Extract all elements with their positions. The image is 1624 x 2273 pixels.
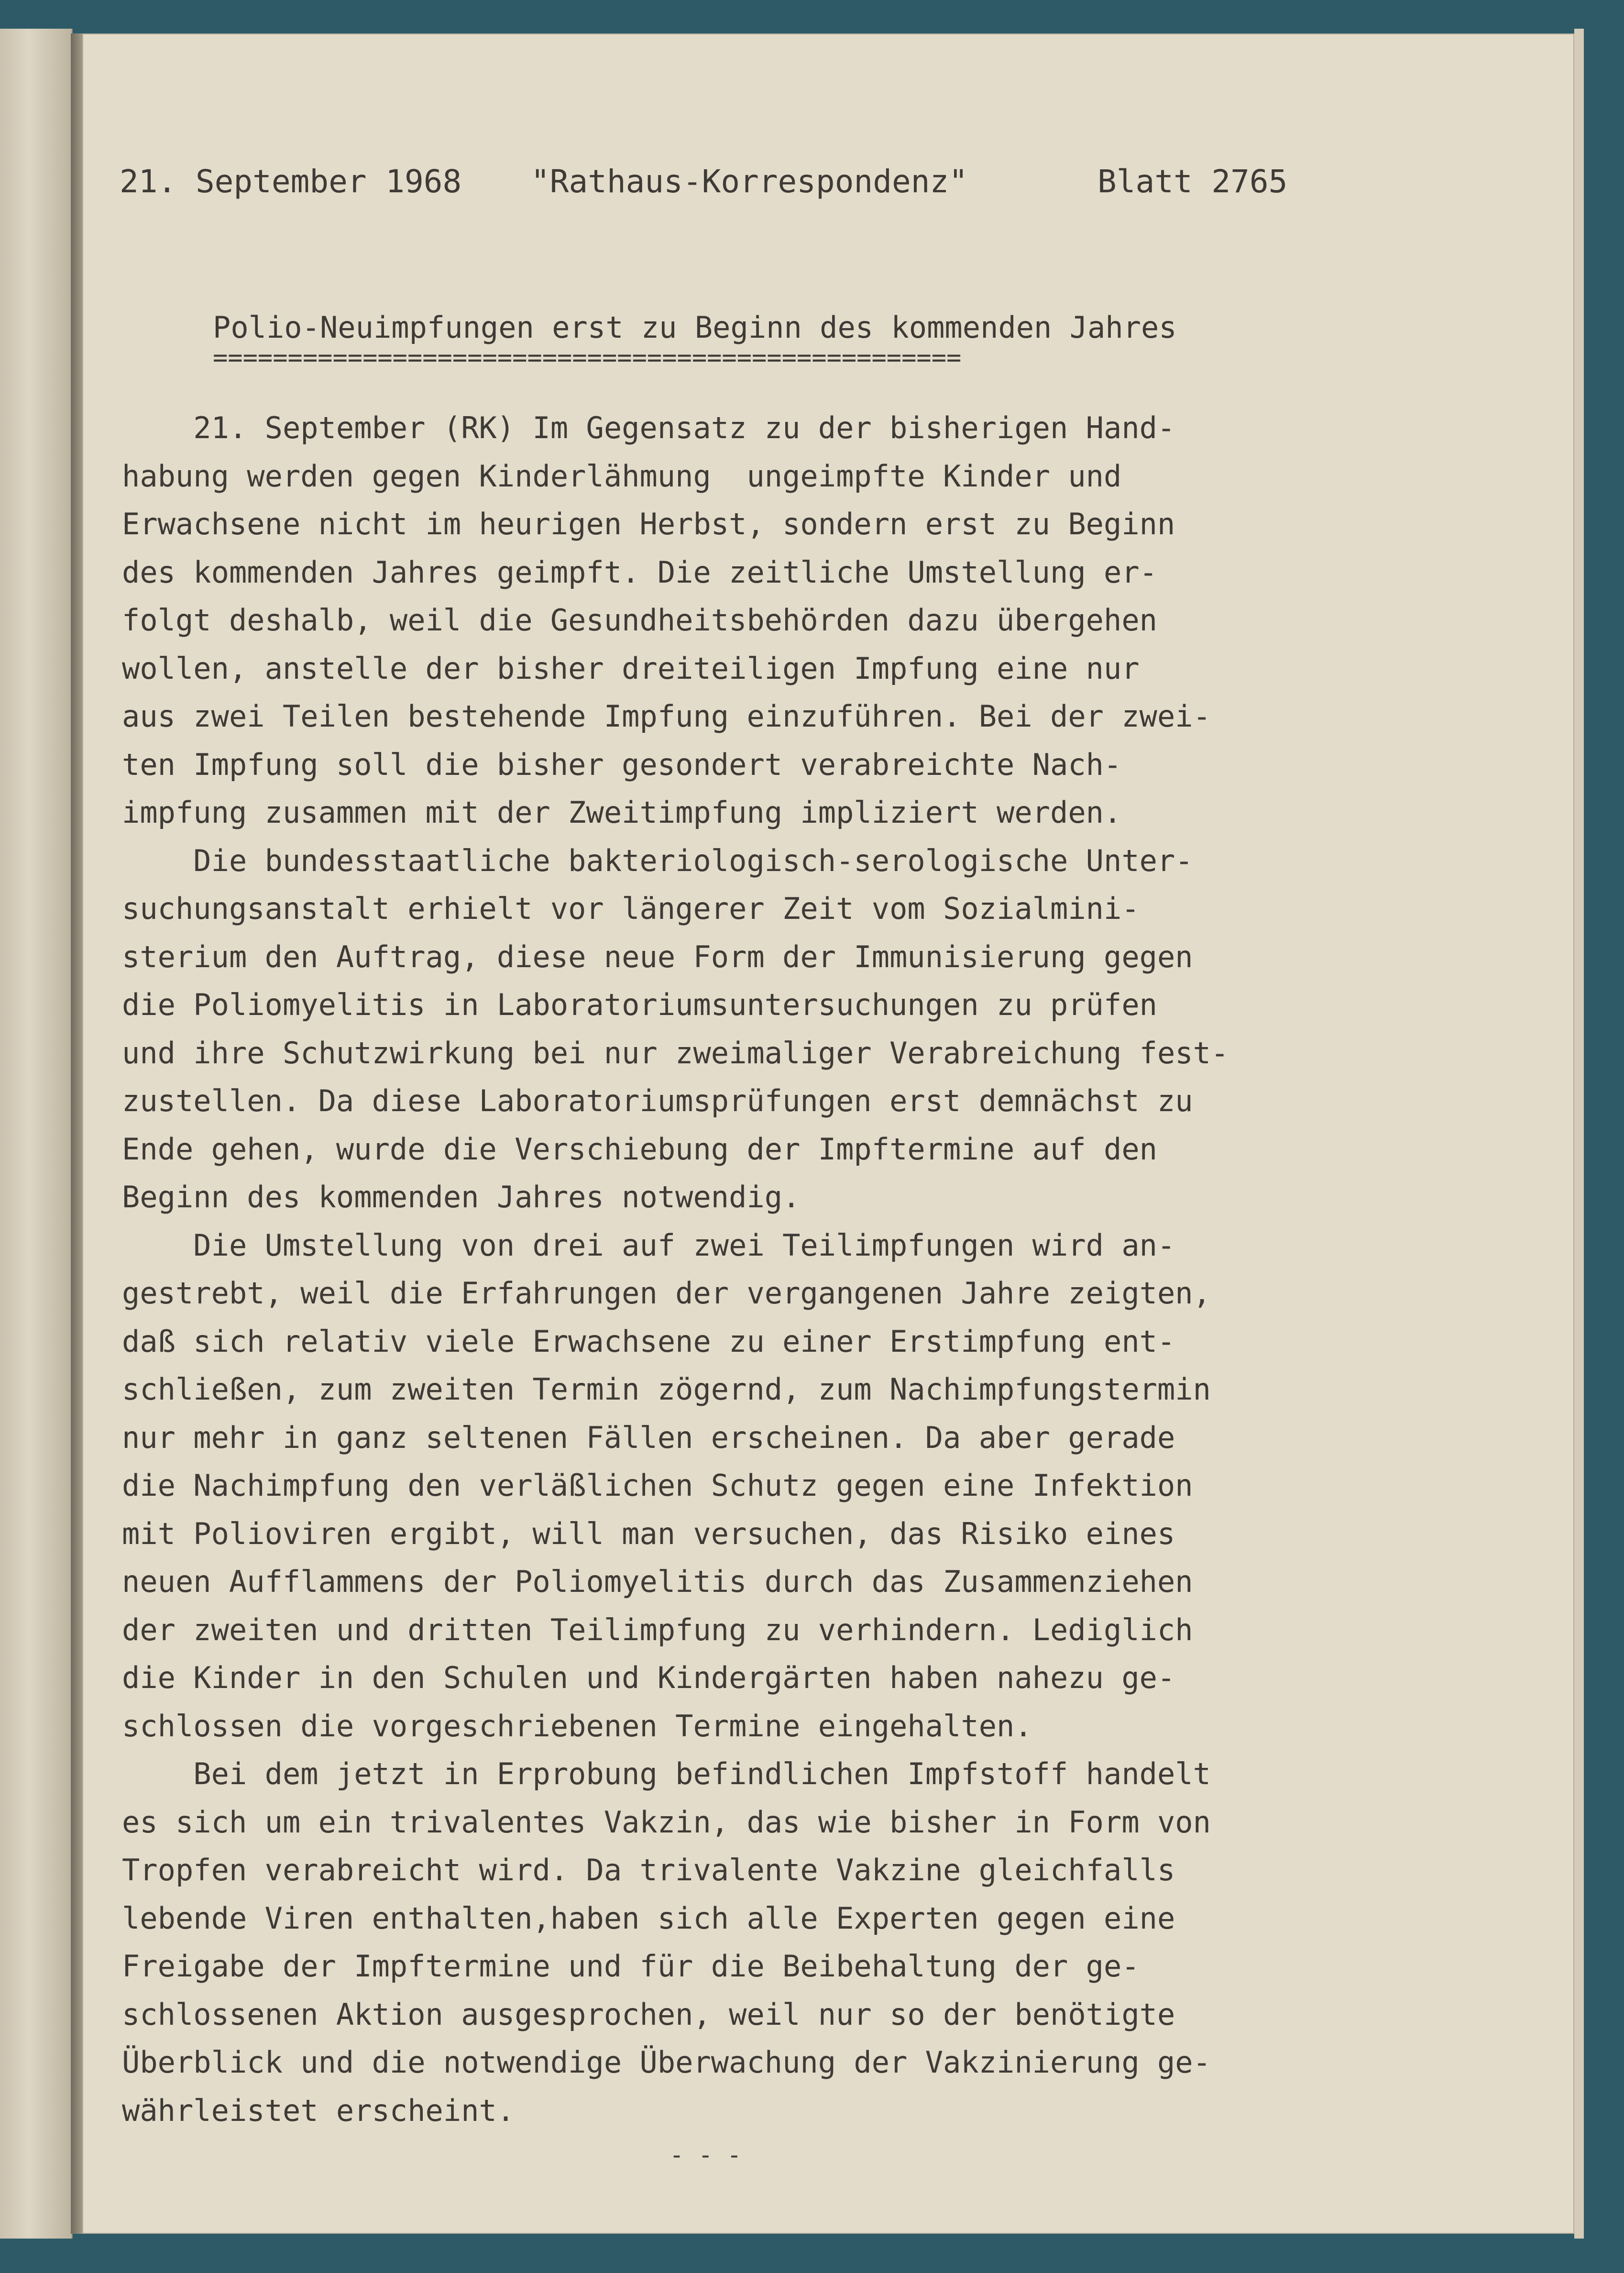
header-page-number: Blatt 2765 <box>1097 163 1288 200</box>
body-line: Tropfen verabreicht wird. Da trivalente Vakzine gleichfalls <box>122 1853 1175 1887</box>
body-line: Beginn des kommenden Jahres notwendig. <box>122 1180 801 1214</box>
body-line: währleistet erscheint. <box>122 2093 515 2128</box>
body-line: die Kinder in den Schulen und Kindergärten haben nahezu ge- <box>122 1660 1175 1695</box>
body-line: der zweiten und dritten Teilimpfung zu verhindern. Lediglich <box>122 1612 1193 1647</box>
body-line: schlossen die vorgeschriebenen Termine eingehalten. <box>122 1708 1032 1743</box>
body-line: Bei dem jetzt in Erprobung befindlichen Impfstoff handelt <box>122 1756 1211 1791</box>
body-line: schließen, zum zweiten Termin zögernd, zum Nachimpfungstermin <box>122 1372 1211 1407</box>
body-line: habung werden gegen Kinderlähmung ungeimpfte Kinder und <box>122 458 1122 494</box>
body-line: neuen Aufflammens der Poliomyelitis durch das Zusammenziehen <box>122 1564 1193 1599</box>
body-line: und ihre Schutzwirkung bei nur zweimaliger Verabreichung fest- <box>122 1035 1229 1070</box>
body-line: aus zwei Teilen bestehende Impfung einzuführen. Bei der zwei- <box>122 699 1211 734</box>
header-publication: "Rathaus-Korrespondenz" <box>531 163 968 200</box>
body-line: gestrebt, weil die Erfahrungen der vergangenen Jahre zeigten, <box>122 1276 1211 1311</box>
body-line: die Poliomyelitis in Laboratoriumsuntersuchungen zu prüfen <box>122 987 1157 1022</box>
previous-page-edge <box>0 29 73 2239</box>
page-right-edge <box>1574 29 1584 2239</box>
body-line: Erwachsene nicht im heurigen Herbst, sondern erst zu Beginn <box>122 507 1175 541</box>
header-date: 21. September 1968 <box>120 163 462 200</box>
article-body <box>122 404 1365 2135</box>
body-line: folgt deshalb, weil die Gesundheitsbehörden dazu übergehen <box>122 603 1157 638</box>
body-line: lebende Viren enthalten,haben sich alle Experten gegen eine <box>122 1900 1175 1936</box>
body-line: Freigabe der Impftermine und für die Beibehaltung der ge- <box>122 1949 1140 1984</box>
body-line: suchungsanstalt erhielt vor längerer Zeit vom Sozialmini- <box>122 891 1140 926</box>
body-line: Überblick und die notwendige Überwachung der Vakzinierung ge- <box>122 2045 1211 2080</box>
body-line: 21. September (RK) Im Gegensatz zu der bisherigen Hand- <box>122 410 1175 445</box>
body-line: es sich um ein trivalentes Vakzin, das wie bisher in Form von <box>122 1804 1211 1840</box>
body-line: wollen, anstelle der bisher dreiteiligen Impfung eine nur <box>122 651 1140 686</box>
body-line: Ende gehen, wurde die Verschiebung der Impftermine auf den <box>122 1131 1157 1167</box>
article-title: Polio-Neuimpfungen erst zu Beginn des kommenden Jahres <box>213 310 1177 345</box>
body-line: Die bundesstaatliche bakteriologisch-serologische Unter- <box>122 843 1193 878</box>
body-line: mit Polioviren ergibt, will man versuchen, das Risiko eines <box>122 1516 1175 1551</box>
body-line: daß sich relativ viele Erwachsene zu einer Erstimpfung ent- <box>122 1324 1175 1359</box>
body-line: ten Impfung soll die bisher gesondert verabreichte Nach- <box>122 747 1122 782</box>
body-line: nur mehr in ganz seltenen Fällen erscheinen. Da aber gerade <box>122 1420 1175 1455</box>
body-line: schlossenen Aktion ausgesprochen, weil nur so der benötigte <box>122 1997 1175 2032</box>
body-line: die Nachimpfung den verläßlichen Schutz gegen eine Infektion <box>122 1468 1193 1503</box>
body-line: Die Umstellung von drei auf zwei Teilimpfungen wird an- <box>122 1227 1175 1263</box>
title-underline: ================================================== <box>213 343 962 372</box>
body-line: des kommenden Jahres geimpft. Die zeitliche Umstellung er- <box>122 554 1157 590</box>
body-line: zustellen. Da diese Laboratoriumsprüfungen erst demnächst zu <box>122 1083 1193 1118</box>
body-line: impfung zusammen mit der Zweitimpfung impliziert werden. <box>122 795 1122 830</box>
body-line: sterium den Auftrag, diese neue Form der Immunisierung gegen <box>122 939 1193 974</box>
continuation-marker: - - - <box>669 2141 742 2169</box>
